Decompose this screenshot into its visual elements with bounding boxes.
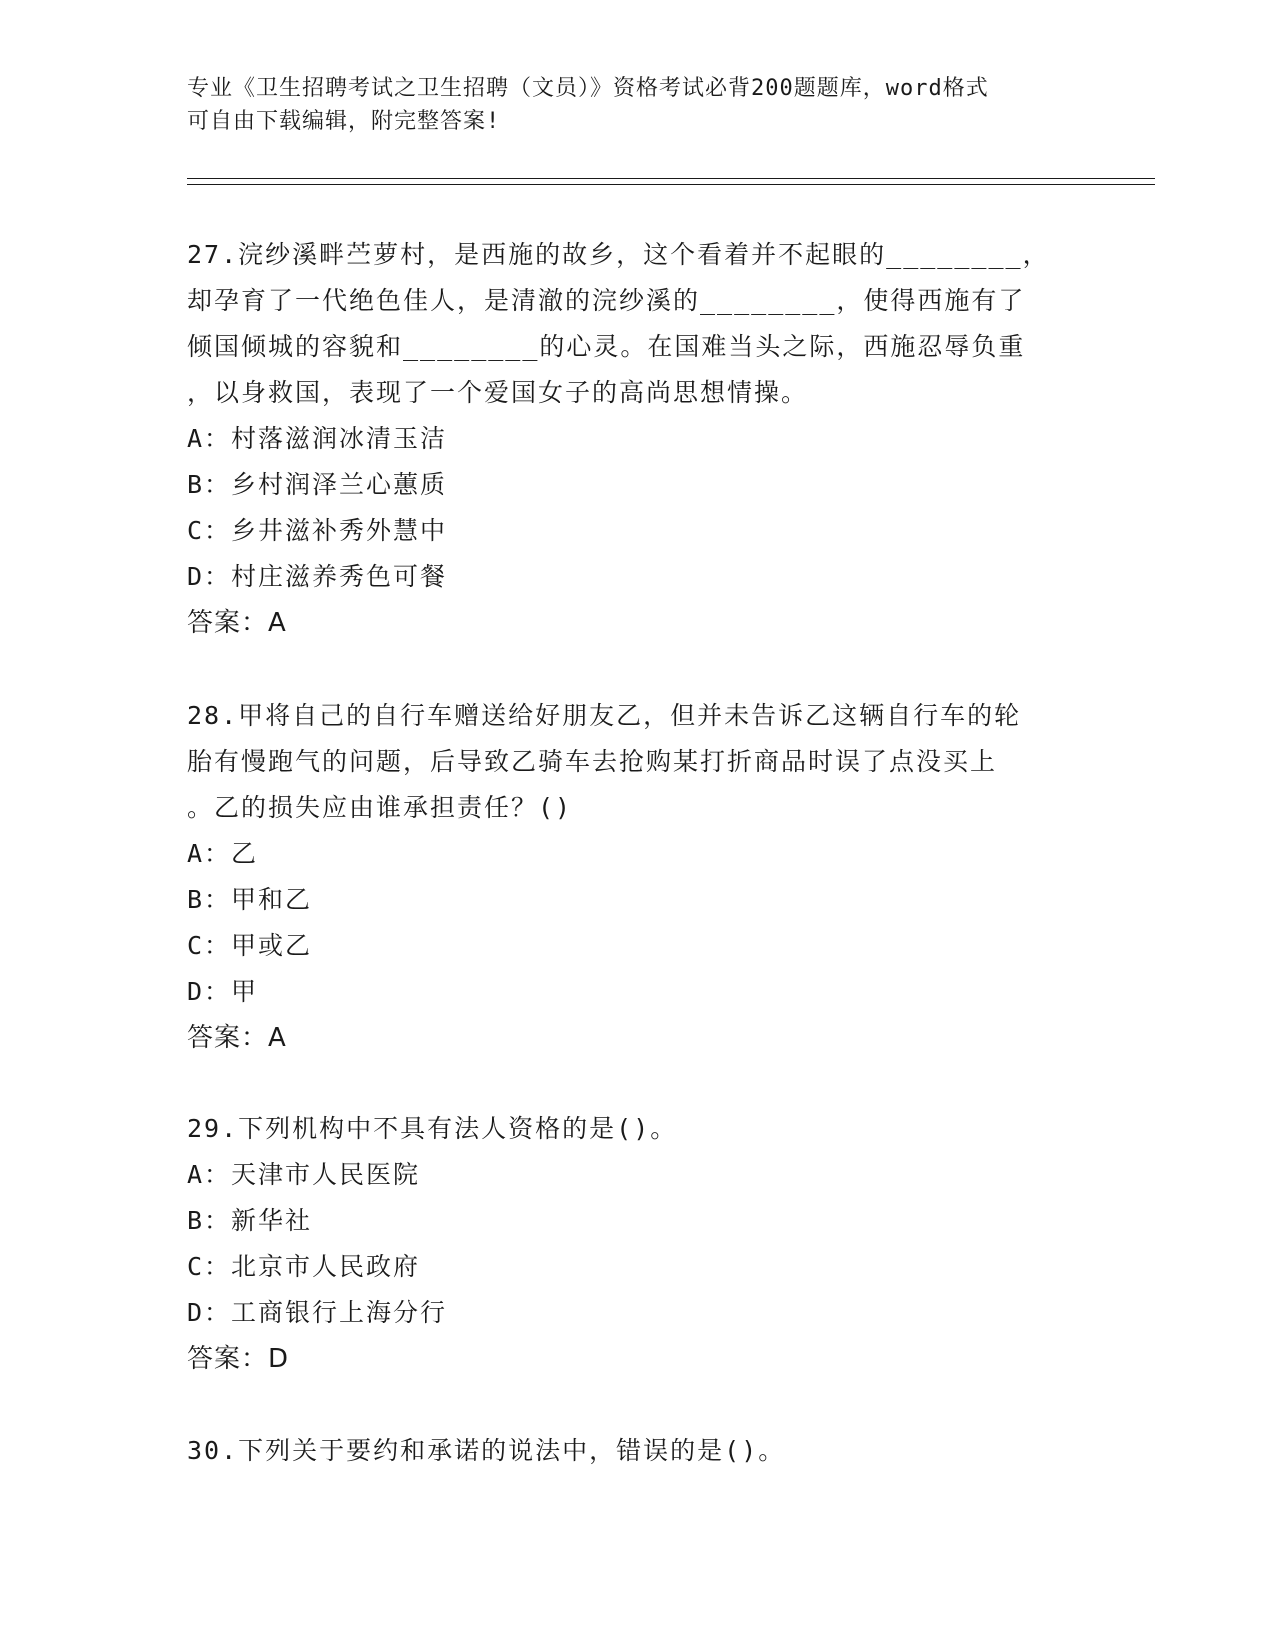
question-stem-line: ，以身救国，表现了一个爱国女子的高尚思想情操。 (187, 378, 809, 407)
question-28 (187, 693, 1067, 1061)
question-stem-line: 29.下列机构中不具有法人资格的是()。 (187, 1114, 678, 1143)
question-stem-line: 倾国倾城的容貌和________的心灵。在国难当头之际，西施忍辱负重 (187, 332, 1026, 361)
option-c: C：北京市人民政府 (187, 1252, 421, 1281)
header-line-1: 专业《卫生招聘考试之卫生招聘（文员）》资格考试必背200题题库，word格式 (187, 76, 989, 101)
answer-line: 答案：D (187, 1344, 290, 1374)
option-d: D：甲 (187, 977, 259, 1006)
option-b: B：甲和乙 (187, 885, 313, 914)
question-stem-line: 胎有慢跑气的问题，后导致乙骑车去抢购某打折商品时误了点没买上 (187, 747, 998, 776)
question-30 (187, 1428, 1067, 1474)
question-stem-line: 27.浣纱溪畔苎萝村，是西施的故乡，这个看着并不起眼的________， (187, 240, 1050, 269)
header-divider-bottom (187, 184, 1155, 185)
answer-line: 答案：A (187, 1023, 287, 1053)
option-a: A：村落滋润冰清玉洁 (187, 424, 448, 453)
document-header (187, 72, 1087, 138)
question-27 (187, 232, 1067, 646)
option-c: C：乡井滋补秀外慧中 (187, 516, 448, 545)
option-b: B：新华社 (187, 1206, 313, 1235)
question-stem-line: 28.甲将自己的自行车赠送给好朋友乙，但并未告诉乙这辆自行车的轮 (187, 701, 1022, 730)
question-29 (187, 1106, 1067, 1382)
header-divider-top (187, 178, 1155, 179)
option-d: D：村庄滋养秀色可餐 (187, 562, 448, 591)
option-b: B：乡村润泽兰心蕙质 (187, 470, 448, 499)
question-stem-line: 。乙的损失应由谁承担责任？() (187, 793, 573, 822)
option-d: D：工商银行上海分行 (187, 1298, 448, 1327)
header-line-2: 可自由下载编辑，附完整答案! (187, 109, 501, 134)
question-stem-line: 却孕育了一代绝色佳人，是清澈的浣纱溪的________，使得西施有了 (187, 286, 1026, 315)
answer-line: 答案：A (187, 608, 287, 638)
question-stem-line: 30.下列关于要约和承诺的说法中，错误的是()。 (187, 1436, 786, 1465)
option-a: A：天津市人民医院 (187, 1160, 421, 1189)
option-c: C：甲或乙 (187, 931, 313, 960)
option-a: A：乙 (187, 839, 259, 868)
